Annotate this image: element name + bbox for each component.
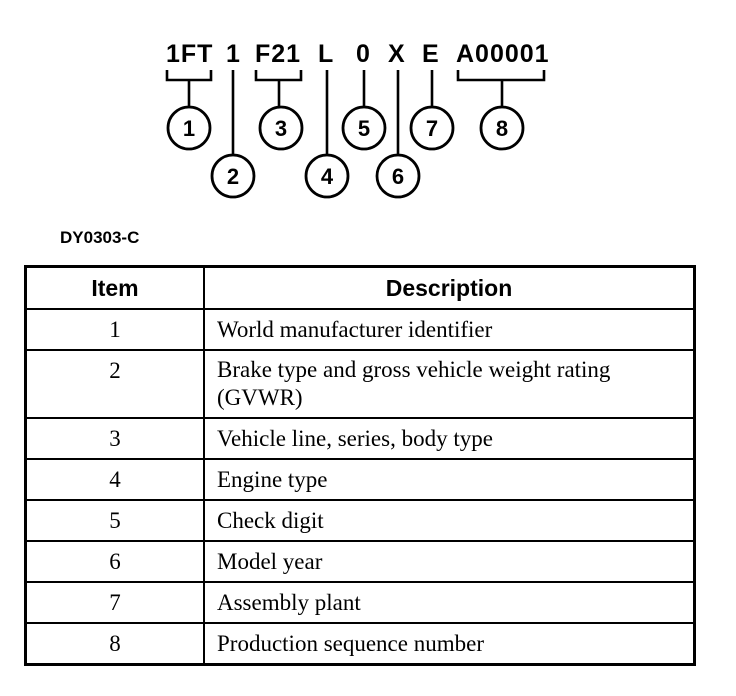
description-cell: Engine type <box>204 459 695 500</box>
item-cell: 3 <box>26 418 205 459</box>
callout-number: 7 <box>425 116 439 141</box>
item-cell: 4 <box>26 459 205 500</box>
table-row <box>26 459 695 500</box>
item-cell: 8 <box>26 623 205 665</box>
column-header-description: Description <box>204 267 695 310</box>
vin-legend-table <box>24 265 696 666</box>
callout-number: 8 <box>495 116 509 141</box>
vin-segment: 0 <box>356 40 371 68</box>
item-cell: 6 <box>26 541 205 582</box>
table-row <box>26 418 695 459</box>
callout-number: 6 <box>391 164 405 189</box>
table-row <box>26 350 695 418</box>
bracket-line <box>167 70 211 80</box>
table-row <box>26 582 695 623</box>
figure-reference: DY0303-C <box>60 228 140 247</box>
bracket-line <box>256 70 301 80</box>
description-cell: Vehicle line, series, body type <box>204 418 695 459</box>
vin-segment: X <box>388 40 406 68</box>
description-cell: Brake type and gross vehicle weight rating (GVWR) <box>204 350 695 418</box>
item-cell: 2 <box>26 350 205 418</box>
vin-segment: A00001 <box>456 40 550 68</box>
vin-segment: F21 <box>255 40 302 68</box>
description-cell: Check digit <box>204 500 695 541</box>
table-row <box>26 541 695 582</box>
description-cell: Assembly plant <box>204 582 695 623</box>
table-header-row <box>26 267 695 310</box>
item-cell: 1 <box>26 309 205 350</box>
vin-segment: E <box>422 40 440 68</box>
bracket-line <box>458 70 544 80</box>
description-cell: Production sequence number <box>204 623 695 665</box>
item-cell: 7 <box>26 582 205 623</box>
callout-number: 2 <box>226 164 240 189</box>
vin-segment: L <box>318 40 335 68</box>
vin-segment: 1 <box>226 40 241 68</box>
callout-number: 1 <box>182 116 196 141</box>
description-cell: World manufacturer identifier <box>204 309 695 350</box>
vin-diagram <box>0 0 736 225</box>
table-row <box>26 623 695 665</box>
callout-number: 4 <box>320 164 334 189</box>
callout-number: 5 <box>357 116 371 141</box>
vin-segment: 1FT <box>166 40 214 68</box>
callout-number: 3 <box>274 116 288 141</box>
table-row <box>26 500 695 541</box>
column-header-item: Item <box>26 267 205 310</box>
table-row <box>26 309 695 350</box>
item-cell: 5 <box>26 500 205 541</box>
description-cell: Model year <box>204 541 695 582</box>
